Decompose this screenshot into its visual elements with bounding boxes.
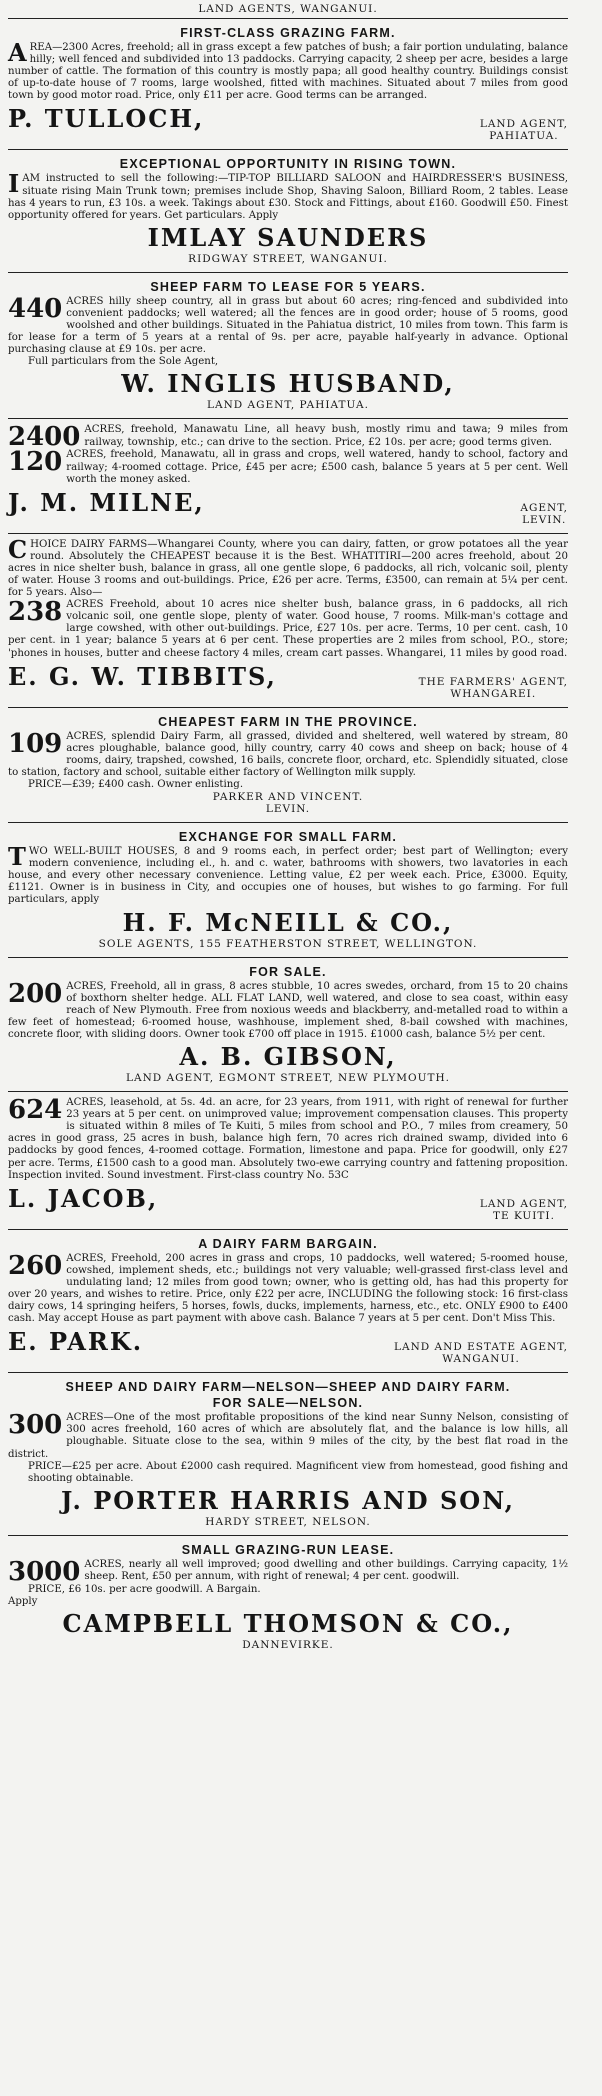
ad-price: PRICE, £6 10s. per acre goodwill. A Bargain. <box>28 1583 261 1595</box>
agent-side: LAND AGENT, TE KUITI. <box>479 1197 568 1222</box>
ad-body: CHOICE DAIRY FARMS—Whangarei County, where you can dairy, fatten, or grow potatoes all the year round. Absolutely the CHEAPEST because it is the Best. WHATITIRI—200 acres freehold, about 20 acres in nice shelter bush, balance in grass, all one gentle slope, 6 paddocks, all rich, volcanic soil, plenty of water. House 3 rooms and out-buildings. Price, £26 per acre. Terms, £3500, can remain at 5¼ per cent. for 5 years. Also— <box>8 534 568 599</box>
ad-cheapest-farm <box>8 711 568 819</box>
agent-address: LEVIN. <box>265 803 311 816</box>
divider <box>8 1372 568 1373</box>
ad-body: 2400 ACRES, freehold, Manawatu Line, all heavy bush, mostly rimu and tawa; 9 miles from railway, township, etc.; can drive to the section. Price, £2 10s. per acre; good terms given. <box>8 422 568 453</box>
divider <box>8 418 568 419</box>
lead-letter: C <box>8 534 28 564</box>
ad-tibbits <box>8 534 568 704</box>
ad-small-grazing <box>8 1539 568 1655</box>
ad-header: EXCEPTIONAL OPPORTUNITY IN RISING TOWN. <box>119 157 457 172</box>
divider <box>8 822 568 823</box>
acreage-number: 109 <box>8 728 63 759</box>
agent-name: PARKER AND VINCENT. <box>212 791 364 804</box>
ad-exchange <box>8 826 568 953</box>
divider <box>8 1535 568 1536</box>
ad-nelson <box>8 1376 568 1532</box>
ad-body: 120 ACRES, freehold, Manawatu, all in grass and crops, well watered, handy to school, factory and railway; 4-roomed cottage. Price, £45 per acre; £500 cash, balance 5 years at 5 per cent. Well worth the money asked. <box>8 447 568 485</box>
agent-name: J. M. MILNE, <box>8 487 205 517</box>
lead-letter: T <box>8 842 26 872</box>
agent-block <box>8 488 568 526</box>
ad-jacob <box>8 1095 568 1226</box>
ad-milne <box>8 422 568 529</box>
agent-name: IMLAY SAUNDERS <box>147 222 429 252</box>
ad-body: 109 ACRES, splendid Dairy Farm, all grassed, divided and sheltered, well watered by stream, 80 acres ploughable, balance good, hilly country, carry 40 cows and sheep on back; house of 4 rooms, dairy, trapshed, cowshed, 16 bails, concrete floor, orchard, etc. Splendidly situated, close to station, factory and school, suitable either factory of Wellington milk supply. <box>8 728 568 778</box>
ad-body: TWO WELL-BUILT HOUSES, 8 and 9 rooms each, in perfect order; best part of Wellington; every modern convenience, including el., h. and c. water, bathrooms with showers, two lavatories in each house, and every other necessary convenience. Letting value, £2 per week each. Price, £3000. Equity, £1121. Owner is in business in City, and occupies one of houses, but wishes to go farming. For full particulars, apply <box>8 842 568 906</box>
ad-body: 200 ACRES, Freehold, all in grass, 8 acres stubble, 10 acres swedes, orchard, from 15 to 20 chains of boxthorn shelter hedge. ALL FLAT LAND, well watered, and close to sea coast, within easy reach of New Plymouth. Free from noxious weeds and blackberry, and-metalled road to within a few feet of homestead; 6-roomed house, washhouse, implement shed, 8-bail cowshed with machines, concrete floor, with sliding doors. Owner took £700 off place in 1915. £1000 cash, balance 5½ per cent. <box>8 978 568 1040</box>
ad-sheep-farm-lease <box>8 276 568 416</box>
ad-header: SMALL GRAZING-RUN LEASE. <box>181 1542 395 1557</box>
agent-name: P. TULLOCH, <box>8 104 205 134</box>
acreage-number: 2400 <box>8 422 81 453</box>
ad-subheader: FOR SALE—NELSON. <box>212 1396 364 1411</box>
agent-block <box>8 104 568 142</box>
agent-side: LAND AGENT, PAHIATUA. <box>479 118 568 143</box>
ad-apply: Apply <box>8 1595 38 1607</box>
agent-side: LAND AND ESTATE AGENT, WANGANUI. <box>394 1341 568 1366</box>
agent-address: LAND AGENT, PAHIATUA. <box>207 399 369 412</box>
agent-address: HARDY STREET, NELSON. <box>205 1515 371 1528</box>
lead-letter: A <box>8 38 27 67</box>
divider <box>8 149 568 150</box>
agent-name: J. PORTER HARRIS AND SON, <box>61 1485 515 1515</box>
agent-name: E. PARK. <box>8 1327 144 1357</box>
divider <box>8 707 568 708</box>
ad-header: A DAIRY FARM BARGAIN. <box>198 1236 378 1251</box>
divider <box>8 533 568 534</box>
top-line: LAND AGENTS, WANGANUI. <box>198 3 378 15</box>
agent-side: THE FARMERS' AGENT, WHANGAREI. <box>418 675 568 700</box>
divider <box>8 1229 568 1230</box>
ad-extra: Full particulars from the Sole Agent, <box>28 356 219 368</box>
agent-block <box>8 662 568 700</box>
agent-name: CAMPBELL THOMSON & CO., <box>62 1609 514 1638</box>
agent-side: AGENT, LEVIN. <box>520 501 568 526</box>
agent-address: DANNEVIRKE. <box>242 1639 334 1651</box>
agent-name: A. B. GIBSON, <box>179 1042 397 1072</box>
ad-body: 3000 ACRES, nearly all well improved; good dwelling and other buildings. Carrying capacity, 1½ sheep. Rent, £50 per annum, with right of renewal; 4 per cent. goodwill. <box>8 1556 568 1587</box>
ad-body: 300 ACRES—One of the most profitable propositions of the kind near Sunny Nelson, consisting of 300 acres freehold, 160 acres of which are absolutely flat, and the balance is low hills, all ploughable. Situate close to the sea, within 9 miles of the city, by the best flat road in the district. <box>8 1410 568 1460</box>
acreage-number: 238 <box>8 597 63 628</box>
ad-header: FOR SALE. <box>249 964 327 979</box>
acreage-number: 624 <box>8 1095 63 1126</box>
ad-header: EXCHANGE FOR SMALL FARM. <box>178 830 398 845</box>
acreage-number: 200 <box>8 978 63 1009</box>
ad-header: CHEAPEST FARM IN THE PROVINCE. <box>158 714 418 729</box>
divider <box>8 957 568 958</box>
ad-header: SHEEP AND DAIRY FARM—NELSON—SHEEP AND DAIRY FARM. <box>65 1380 511 1395</box>
ad-exceptional-opportunity <box>8 153 568 268</box>
lead-letter: I <box>8 169 20 199</box>
agent-name: L. JACOB, <box>8 1183 159 1213</box>
ad-body: AREA—2300 Acres, freehold; all in grass except a few patches of bush; a fair portion undulating, balance hilly; well fenced and subdivided into 13 paddocks. Carrying capacity, 2 sheep per acre, besides a large number of cattle. The formation of this country is mostly papa; all good healthy country. Buildings consist of up-to-date house of 7 rooms, large woolshed, fitted with machines. Situated about 7 miles from good town by good motor road. Price, only £11 per acre. Good terms can be arranged. <box>8 38 568 102</box>
ad-header: SHEEP FARM TO LEASE FOR 5 YEARS. <box>150 279 426 294</box>
ad-for-sale <box>8 961 568 1088</box>
ad-first-class-grazing <box>8 22 568 146</box>
ad-price: PRICE—£39; £400 cash. Owner enlisting. <box>28 779 244 790</box>
agent-address: SOLE AGENTS, 155 FEATHERSTON STREET, WELLINGTON. <box>98 937 478 950</box>
agent-block <box>8 1327 568 1365</box>
agent-name: W. INGLIS HUSBAND, <box>121 369 455 399</box>
divider <box>8 18 568 19</box>
ad-body: 624 ACRES, leasehold, at 5s. 4d. an acre, for 23 years, from 1911, with right of renewal for further 23 years at 5 per cent. on unimproved value; improvement compensation clauses. This property is situated within 8 miles of Te Kuiti, 5 miles from school and P.O., 7 miles from creamery, 50 acres in good grass, 25 acres in bush, balance high fern, 70 acres rich drained swamp, divided into 6 paddocks by good fences, 4-roomed cottage. Formation, limestone and papa. Price for goodwill, only £27 per acre. Terms, £1500 cash to a good man. Absolutely two-ewe carrying country and fattening proposition. Inspection invited. Sound investment. First-class country No. 53C <box>8 1095 568 1181</box>
ad-body: 440 ACRES hilly sheep country, all in grass but about 60 acres; ring-fenced and subdivided into convenient paddocks; well watered; all the fences are in good order; house of 5 rooms, good woolshed and other buildings. Situated in the Pahiatua district, 10 miles from town. This farm is for lease for a term of 5 years at a rental of 9s. per acre, payable half-yearly in advance. Optional purchasing clause at £9 10s. per acre. <box>8 293 568 356</box>
ad-dairy-bargain <box>8 1233 568 1370</box>
acreage-number: 300 <box>8 1410 63 1441</box>
agent-block <box>8 1184 568 1222</box>
acreage-number: 260 <box>8 1250 63 1281</box>
acreage-number: 3000 <box>8 1556 81 1587</box>
ad-body: 260 ACRES, Freehold, 200 acres in grass and crops, 10 paddocks, well watered; 5-roomed house, cowshed, implement sheds, etc.; buildings not very valuable; well-grassed first-class level and undulating land; 12 miles from good town; owner, who is getting old, has had this property for over 20 years, and wishes to retire. Price, only £22 per acre, INCLUDING the following stock: 16 first-class dairy cows, 14 springing heifers, 5 horses, fowls, ducks, implements, harness, etc., etc. ONLY £900 to £400 cash. May accept House as part payment with above cash. Balance 7 years at 5 per cent. Don't Miss This. <box>8 1250 568 1325</box>
ad-body: 238 ACRES Freehold, about 10 acres nice shelter bush, balance grass, in 6 paddocks, all rich volcanic soil, one gentle slope, plenty of water. Good house, 7 rooms. Milk-man's cottage and large cowshed, with other out-buildings. Price, £27 10s. per acre. Terms, 10 per cent. cash, 10 per cent. in 1 year; balance 5 years at 6 per cent. These properties are 2 miles from school, P.O., store; 'phones in houses, butter and cheese factory 4 miles, cream cart passes. Whangarei, 11 miles by good road. <box>8 597 568 659</box>
ad-header: FIRST-CLASS GRAZING FARM. <box>180 26 396 40</box>
ad-body: IAM instructed to sell the following:—TIP-TOP BILLIARD SALOON and HAIRDRESSER'S BUSINESS, situate rising Main Trunk town; premises include Shop, Shaving Saloon, Billiard Room, 2 tables. Lease has 4 years to run, £3 10s. a week. Takings about £30. Stock and Fittings, about £160. Goodwill £50. Finest opportunity offered for years. Get particulars. Apply <box>8 169 568 221</box>
divider <box>8 1091 568 1092</box>
agent-name: H. F. McNEILL & CO., <box>122 907 454 937</box>
agent-address: LAND AGENT, EGMONT STREET, NEW PLYMOUTH. <box>126 1072 450 1085</box>
acreage-number: 120 <box>8 447 63 478</box>
divider <box>8 272 568 273</box>
acreage-number: 440 <box>8 293 63 324</box>
ad-price: PRICE—£25 per acre. About £2000 cash required. Magnificent view from homestead, good fishing and shooting obtainable. <box>28 1460 568 1484</box>
agent-name: E. G. W. TIBBITS, <box>8 661 277 691</box>
agent-address: RIDGWAY STREET, WANGANUI. <box>188 252 388 265</box>
